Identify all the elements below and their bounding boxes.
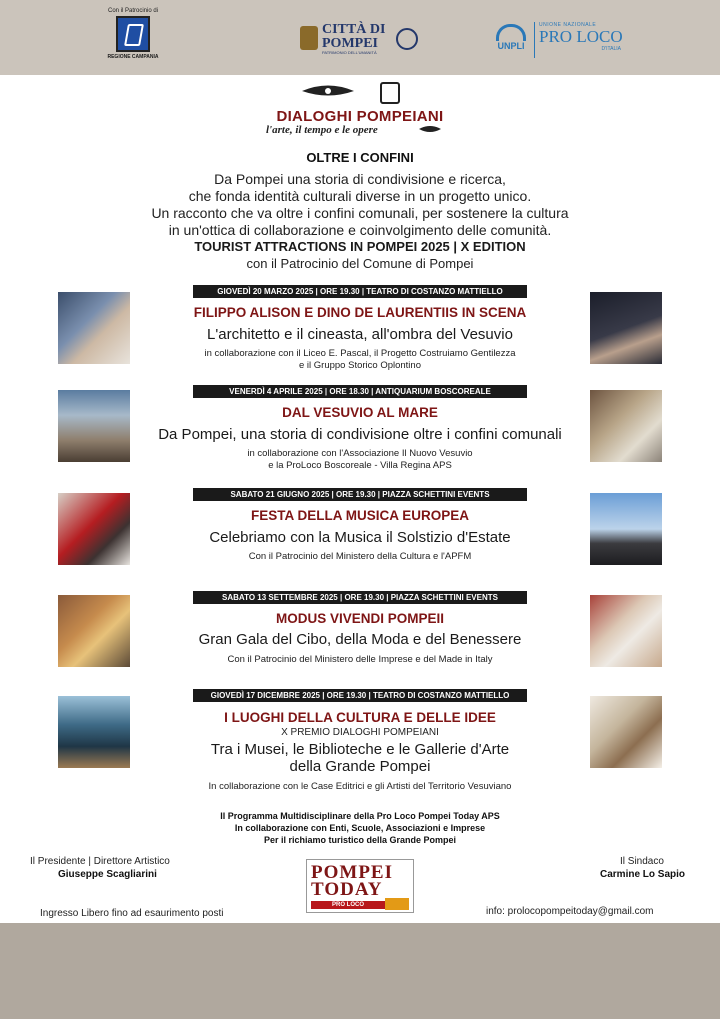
pompei-today-line1: POMPEI [311, 862, 393, 883]
pompei-today-logo [306, 859, 414, 913]
president-name: Giuseppe Scagliarini [58, 869, 157, 880]
citta-di-pompei-logo [300, 22, 418, 56]
brand-title: DIALOGHI POMPEIANI [276, 108, 444, 125]
pompei-today-line2: TODAY [311, 879, 383, 900]
citta-subtitle: PATRIMONIO DELL'UMANITÀ [322, 50, 377, 55]
free-entry-note: Ingresso Libero fino ad esaurimento posti [40, 908, 224, 919]
event-title: MODUS VIVENDI POMPEII [275, 611, 445, 626]
regione-campania-logo [100, 8, 166, 60]
event-date-bar: GIOVEDÌ 17 DICEMBRE 2025 | ORE 19.30 | TEATRO DI COSTANZO MATTIELLO [193, 689, 527, 702]
region-shield-icon [116, 16, 150, 52]
unpli-label: UNPLI [497, 41, 525, 51]
mayor-role: Il Sindaco [620, 856, 664, 867]
event-subtitle: Gran Gala del Cibo, della Moda e del Benessere [198, 631, 522, 648]
event-subtitle: Tra i Musei, le Biblioteche e le Gallerie d'Arte della Grande Pompei [210, 741, 510, 775]
intro-line: che fonda identità culturali diverse in un progetto unico. [188, 188, 532, 204]
event-title: FILIPPO ALISON E DINO DE LAURENTIIS IN SCENA [193, 305, 527, 320]
event-date-bar: GIOVEDÌ 20 MARZO 2025 | ORE 19.30 | TEATRO DI COSTANZO MATTIELLO [193, 285, 527, 298]
pompei-crest-icon [300, 26, 318, 50]
program-block [0, 810, 720, 846]
event-note: in collaborazione con il Liceo E. Pascal, il Progetto Costruiamo Gentilezza e il Gruppo Storico Oplontino [204, 348, 516, 371]
pompei-today-bar: PRO LOCO [311, 901, 385, 909]
event-title: DAL VESUVIO AL MARE [282, 405, 438, 420]
event-note: in collaborazione con l'Associazione Il Nuovo Vesuvio e la ProLoco Boscoreale - Villa Regina APS [247, 448, 473, 471]
proloco-union-label: UNIONE NAZIONALE [539, 22, 597, 28]
patronage-label: Con il Patrocinio di [107, 8, 159, 14]
proloco-italia-label: D'ITALIA [601, 46, 621, 52]
event-note: In collaborazione con le Case Editrici e gli Artisti del Territorio Vesuviano [208, 781, 512, 792]
event-title: I LUOGHI DELLA CULTURA E DELLE IDEE [224, 710, 496, 725]
intro-heading: OLTRE I CONFINI [306, 150, 414, 165]
president-role: Il Presidente | Direttore Artistico [30, 856, 170, 867]
eye-icon [300, 84, 356, 98]
event-date-bar: SABATO 13 SETTEMBRE 2025 | ORE 19.30 | PIAZZA SCHETTINI EVENTS [193, 591, 527, 604]
event-subtitle: Da Pompei, una storia di condivisione oltre i confini comunali [158, 426, 562, 443]
intro-line: Da Pompei una storia di condivisione e ricerca, [214, 171, 506, 187]
brand-subtitle: l'arte, il tempo e le opere [266, 124, 378, 136]
event-subtitle: Celebriamo con la Musica il Solstizio d'Estate [209, 529, 511, 546]
event-award-label: X PREMIO DIALOGHI POMPEIANI [281, 727, 439, 738]
unesco-seal-icon [396, 28, 418, 50]
edition-heading: TOURIST ATTRACTIONS IN POMPEI 2025 | X EDITION [194, 239, 526, 254]
event-title: FESTA DELLA MUSICA EUROPEA [250, 508, 469, 523]
patronage-line: con il Patrocinio del Comune di Pompei [246, 256, 474, 271]
event-date-bar: SABATO 21 GIUGNO 2025 | ORE 19.30 | PIAZZA SCHETTINI EVENTS [193, 488, 527, 501]
small-eye-icon [418, 125, 442, 133]
mayor-name: Carmine Lo Sapio [600, 869, 686, 880]
program-line: Il Programma Multidisciplinare della Pro Loco Pompei Today APS [220, 811, 500, 821]
program-line: In collaborazione con Enti, Scuole, Associazioni e Imprese [234, 823, 486, 833]
proloco-italia-logo [534, 22, 627, 58]
intro-line: Un racconto che va oltre i confini comunali, per sostenere la cultura [151, 205, 569, 221]
contact-email[interactable]: info: prolocopompeitoday@gmail.com [486, 906, 654, 917]
event-date-bar: VENERDÌ 4 APRILE 2025 | ORE 18.30 | ANTIQUARIUM BOSCOREALE [193, 385, 527, 398]
unpli-arc-icon [496, 24, 526, 41]
proloco-label: PRO LOCO [539, 27, 623, 46]
unpli-logo [494, 24, 528, 58]
event-note: Con il Patrocinio del Ministero delle Imprese e del Made in Italy [227, 654, 493, 665]
citta-title: CITTÀ DI POMPEI [322, 22, 386, 51]
pompei-today-flag-icon [385, 898, 409, 910]
event-subtitle: L'architetto e il cineasta, all'ombra del Vesuvio [207, 326, 513, 343]
footer-band [0, 923, 720, 1019]
region-name: REGIONE CAMPANIA [107, 54, 159, 60]
program-line: Per il richiamo turistico della Grande Pompei [263, 835, 457, 845]
theatre-mask-icon [380, 82, 400, 104]
event-note: Con il Patrocinio del Ministero della Cultura e l'APFM [248, 551, 472, 562]
intro-line: in un'ottica di collaborazione e coinvolgimento delle comunità. [168, 222, 552, 238]
